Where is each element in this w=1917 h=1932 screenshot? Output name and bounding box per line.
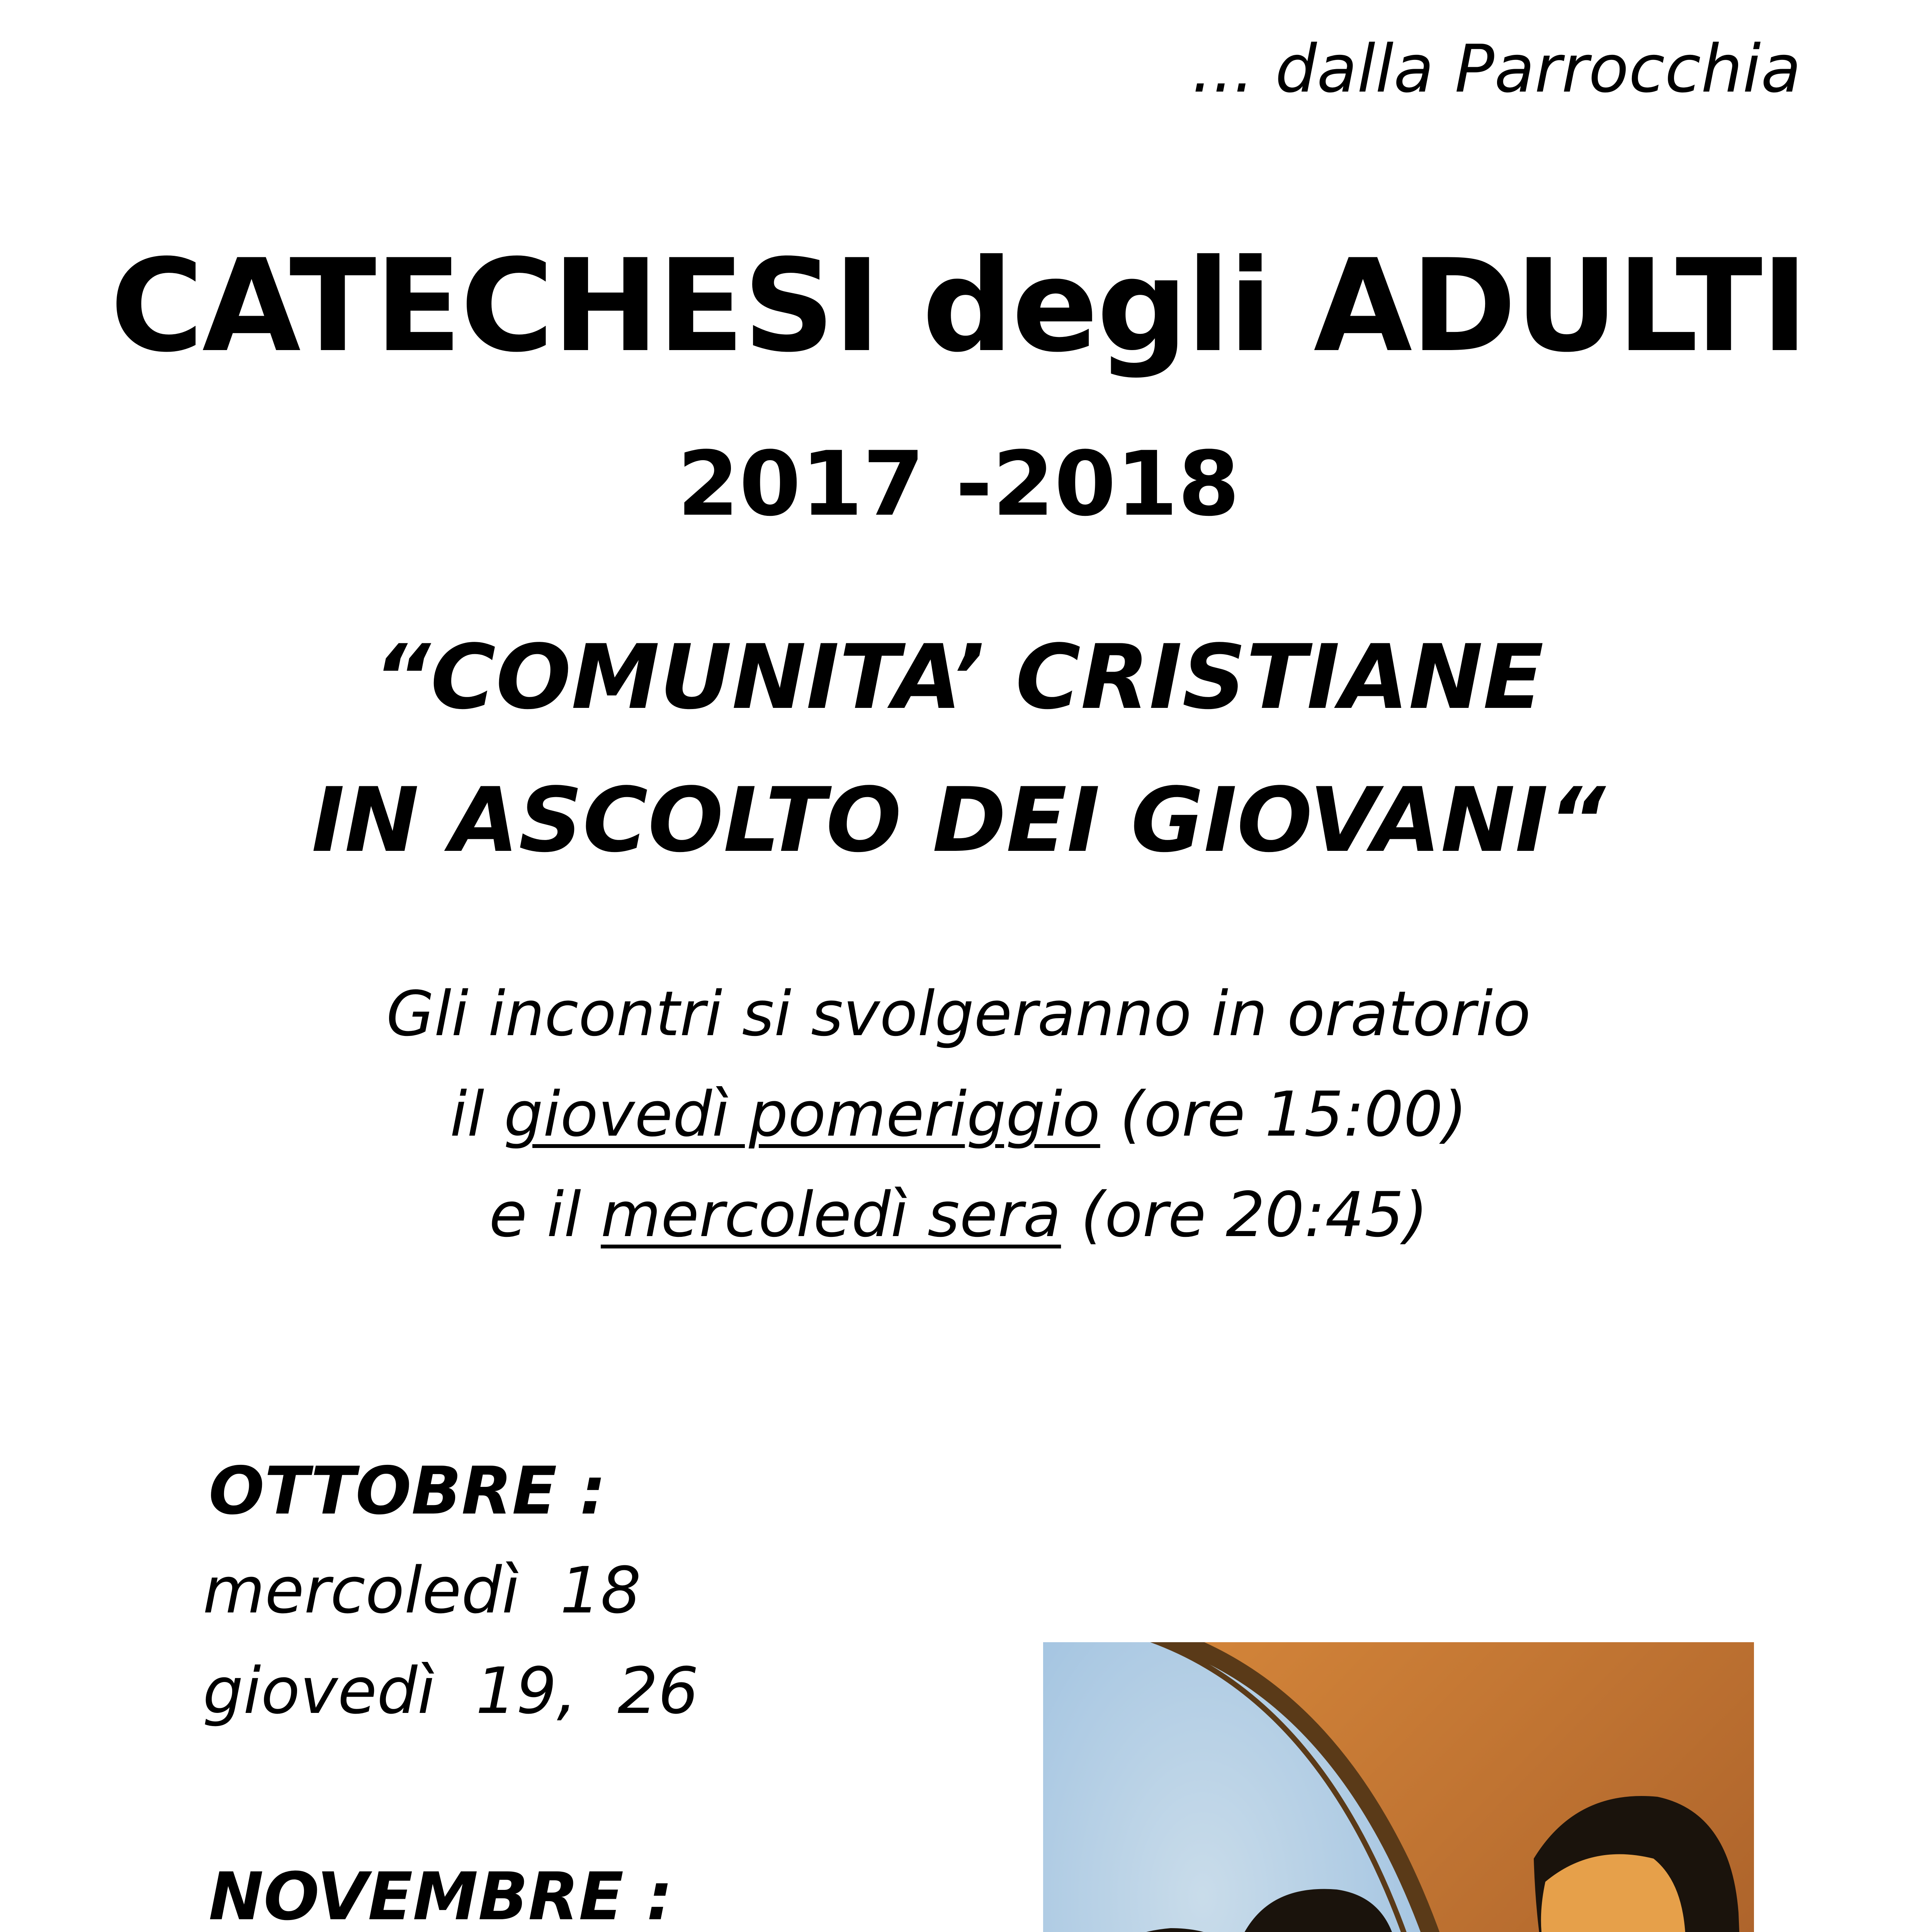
dates-ottobre-wednesday: mercoledì 18: [203, 1553, 641, 1628]
year-range: 2017 -2018: [677, 433, 1240, 536]
info-wednesday-underlined: mercoledì sera: [600, 1179, 1061, 1251]
info-thursday-underlined: giovedì pomeriggio: [504, 1078, 1100, 1150]
month-heading-novembre: NOVEMBRE :: [209, 1859, 673, 1932]
info-wednesday: [0, 1179, 1917, 1251]
info-location: Gli incontri si svolgeranno in oratorio: [386, 978, 1531, 1050]
jesus-with-two-young-people-illustration: [1043, 1642, 1754, 1932]
theme-line-2: IN ASCOLTO DEI GIOVANI“: [311, 769, 1606, 872]
dates-ottobre-thursday: giovedì 19, 26: [203, 1654, 699, 1728]
info-thursday: [0, 1078, 1917, 1150]
info-thursday-time: (ore 15:00): [1100, 1078, 1467, 1150]
info-wednesday-prefix: e il: [489, 1179, 601, 1251]
info-wednesday-time: (ore 20:45): [1061, 1179, 1428, 1251]
parish-byline: ... dalla Parrocchia: [1191, 31, 1801, 107]
page-title: CATECHESI degli ADULTI: [110, 232, 1807, 380]
month-heading-ottobre: OTTOBRE :: [209, 1453, 606, 1529]
info-thursday-prefix: il: [450, 1078, 504, 1150]
theme-line-1: “COMUNITA’ CRISTIANE: [373, 626, 1544, 729]
